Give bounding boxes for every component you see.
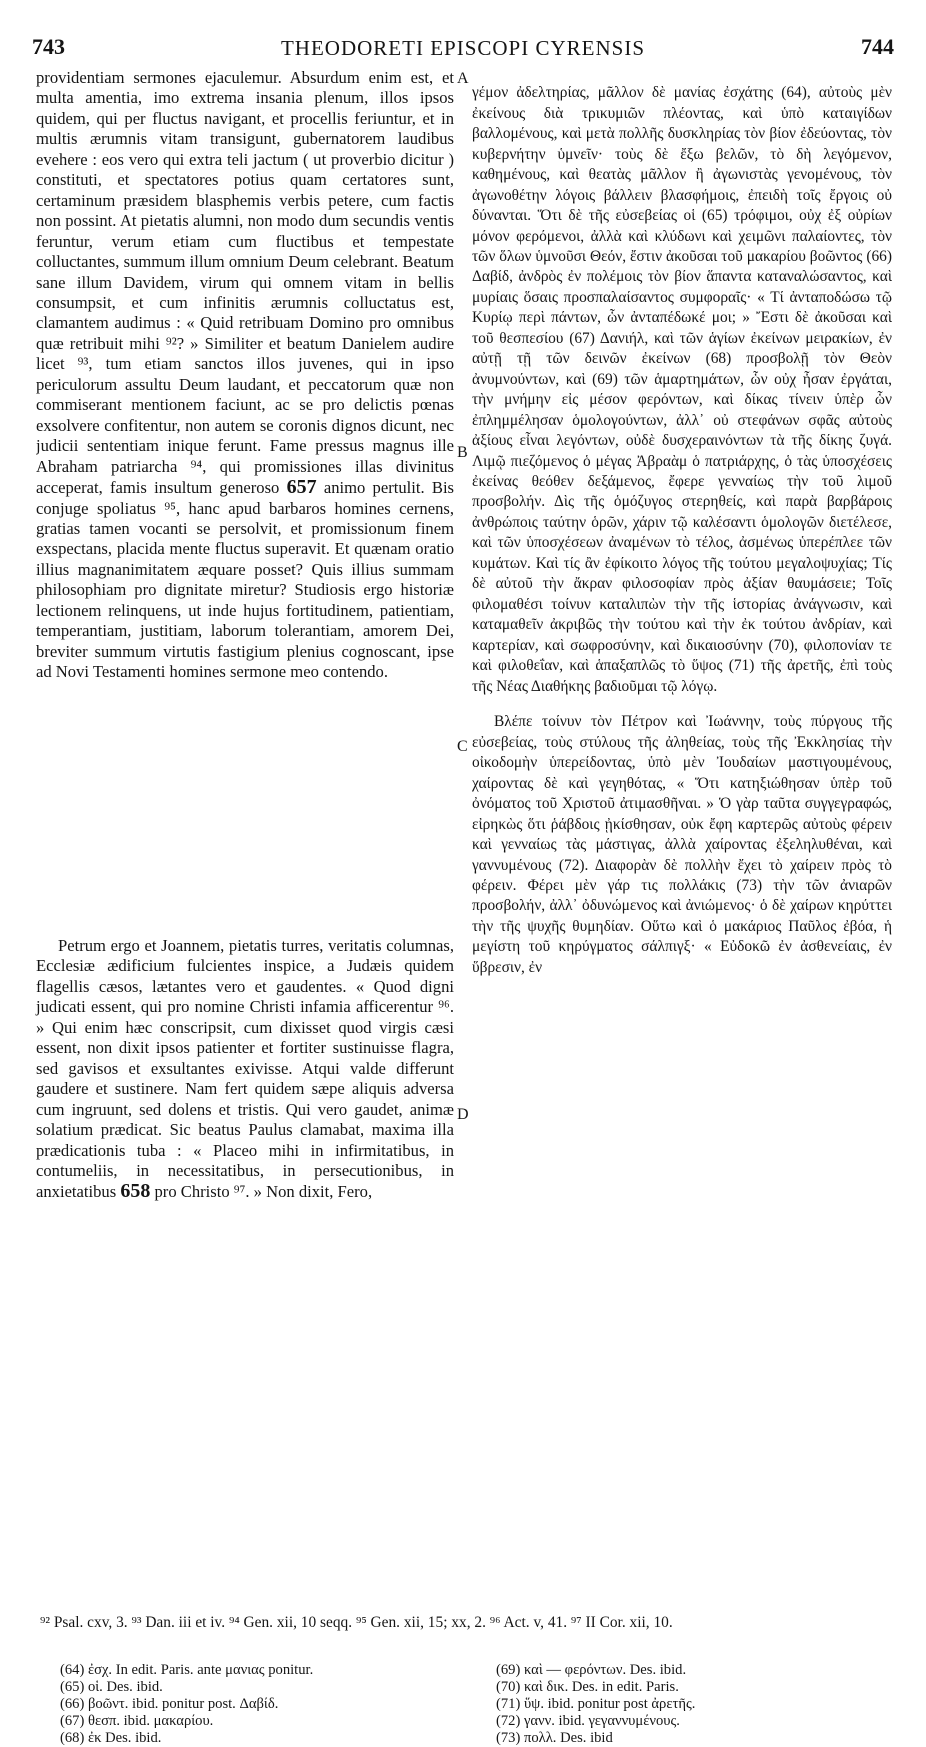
latin-paragraph-2 (36, 936, 454, 1586)
margin-letter-b: B (457, 444, 468, 461)
latin-text-2: Petrum ergo et Joannem, pietatis turres, veritatis columnas, Ecclesiæ ædificium fulcientes inspice, a Judæis quidem flagellis cæsos, lætantes vero et gaudentes. « Quod digni judicati essent, qui pro nomine Christi infamia afficerentur ⁹⁶. » Qui enim hæc conscripsit, cum dixisset quod virgis cæsi essent, non dixit ipsos patienter et fortiter sustinuisse flagra, sed gavisos et exsultantes exivisse. Atqui valde differunt gaudere et sustinere. Nam fert quidem sæpe aliquis adversa cum ingruunt, sed dolens et tristis. Qui vero gaudet, animæ solatium prædicat. Sic beatus Paulus clamabat, maxima illa prædicationis tuba : « Placeo mihi in infirmitatibus, in contumeliis, in necessitatibus, in persecutionibus, in anxietatibus (36, 936, 454, 1202)
page-number-left: 743 (32, 34, 65, 59)
marginal-page-658: 658 (120, 1180, 151, 1203)
latin-text-1: providentiam sermones ejaculemur. Absurdum enim est, et multa amentia, imo extrema insania plenum, illos ipsos quidem, qui per fluctus navigant, et procellis feriuntur, et in multis ærumnis vitam transigunt, gubernatorem laudibus evehere : eos vero qui extra teli jactum ( ut proverbio dicitur ) constituti, et spectatores potius quam certatores sunt, certaminum præsidem blasphemis verbis petere, cum factis non possint. At pietatis alumni, non modo dum secundis ventis feruntur, verum etiam cum fluctibus et tempestate colluctantes, summum illum omnium Deum celebrant. Beatum sane illum Davidem, virum qui omnem vitam in bellis consumpsit, et cum infinitis ærumnis colluctatus est, clamantem audimus : « Quid retribuam Domino pro omnibus quæ retribuit mihi ⁹²? » Similiter et beatum Danielem audire licet ⁹³, tum etiam sanctos illos juvenes, qui in ipso periculorum assultu Deum laudant, et peccatorum quæ non commiserant mentionem faciunt, ac se pro delictis pœnas exsolvere confitentur, non autem se coronis dignos dicunt, nec judicii sententiam inique ferunt. Fame pressus magnus ille Abraham patriarcha ⁹⁴, qui promissiones illas divinitus acceperat, famis insultum generoso (36, 68, 454, 498)
marginal-page-657: 657 (286, 476, 317, 499)
running-title: THEODORETI EPISCOPI CYRENSIS (280, 36, 646, 60)
greek-column (472, 68, 892, 994)
note-item: (66) βοῶντ. ibid. ponitur post. Δαβίδ. (60, 1696, 279, 1712)
note-item: (67) θεσπ. ibid. μακαρίου. (60, 1713, 214, 1729)
margin-letter-a: A (457, 70, 469, 87)
latin-paragraph-1 (36, 68, 454, 886)
greek-paragraph-1: γέμον ἀδελτηρίας, μᾶλλον δὲ μανίας ἐσχάτης (64), αὐτοὺς μὲν ἐκείνους διὰ τρικυμιῶν πλέοντας, καὶ ὑπὸ καταιγίδων βαλλομένους, καὶ μετὰ πολλῆς δυσκληρίας τὸν βίον ἐδεύοντας, τὸν κυβερνήτην ὑμνεῖν· τοὺς δὲ ἔξω βελῶν, τὸ δὴ λεγόμενον, καθημένους, καὶ θεατὰς μᾶλλον ἢ ἀγωνιστὰς γενομένους, τὸν ἀγωνοθέτην λόγοις βάλλειν βλασφήμοις, ἐπειδὴ τοῖς ἔργοις οὐ δύνανται. Ὅτι δὲ τῆς εὐσεβείας οἱ (65) τρόφιμοι, οὐχ ἐξ οὐρίων μόνον φερόμενοι, ἀλλὰ καὶ κλύδωνι καὶ χειμῶνι παλαίοντες, τὸν τῶν ὅλων ὑμνοῦσι Θεόν, ἔστιν ἀκοῦσαι τοῦ μακαρίου βοῶντος (66) Δαβίδ, ἀνδρὸς ἐν πολέμοις τὸν βίον ἅπαντα καταναλώσαντος, καὶ μυρίαις ὅσαις προσπαλαίσαντος συμφοραῖς· « Τί ἀνταποδώσω τῷ Κυρίῳ περὶ πάντων, ὧν ἀνταπέδωκέ μοι; » Ἔστι δὲ ἀκοῦσαι καὶ τοῦ θεσπεσίου (67) Δανιήλ, καὶ τῶν ἁγίων ἐκείνων μειρακίων, ἐν αὐτῇ τῇ τῶν δεινῶν ἐκείνων (68) προσβολῇ τὸν Θεὸν ἀνυμνούντων, καὶ (69) τῶν ἁμαρτημάτων, ὧν οὐχ ἦσαν ἐργάται, τὴν μνήμην εἰς μέσον φερόντων, καὶ δίκας τίνειν ὑπὲρ ὧν ἐπλημμέλησαν ὁμολογούντων, ἀλλ᾽ οὐ στεφάνων σφᾶς αὐτοὺς ἀξίους εἶναι λεγόντων, οὐδὲ δυσχεραινόντων τὰ τῆς δίκης ζυγά. Λιμῷ πιεζόμενος ὁ μέγας Ἀβραὰμ ὁ πατριάρχης, ὁ τὰς ὑποσχέσεις ἐκείνας θεόθεν δεξάμενος, ἔφερε γενναίως τὴν τοῦ λιμοῦ προσβολήν. Δὶς τῆς ὁμόζυγος στερηθείς, καὶ παρὰ βαρβάροις ἀνθρώποις ταύτην ὁρῶν, χάριν τῷ καλέσαντι ὁμολογῶν διετέλεσε, καὶ τῶν ὑποσχέσεων ἀναμένων τὸ τέλος, ἀσμένως ὑπερέπλεε τῶν κυμάτων. Καὶ τίς ἂν ἐφίκοιτο λόγος τῆς τούτου μεγαλοψυχίας; Τίς δὲ αὐτοῦ τὴν ἄκραν φιλοσοφίαν πρὸς ἀξίαν θαυμάσειε; Τοῖς φιλομαθέσι τοίνυν καταλιπὼν τὴν τῆς ἱστορίας ἀνάγνωσιν, καὶ καταμαθεῖν ἀκριβῶς τὴν τούτου καὶ τὴν ἐκ τούτου ἀνδρίαν, καὶ καρτερίαν, καὶ σωφροσύνην, καὶ δικαιοσύνην (70), φιλοπονίαν τε καὶ φιλοθεΐαν, καὶ ἁπαξαπλῶς τὸ ὕψος (71) τῆς ἀρετῆς, ἐπὶ τοὺς τῆς Νέας Διαθήκης βαδιοῦμαι τῷ λόγῳ. (472, 84, 892, 695)
margin-letter-d: D (457, 1106, 469, 1123)
note-item: (72) γανν. ibid. γεγαννυμένους. (496, 1713, 680, 1729)
greek-paragraph-2: Βλέπε τοίνυν τὸν Πέτρον καὶ Ἰωάννην, τοὺς πύργους τῆς εὐσεβείας, τοὺς στύλους τῆς ἀληθείας, τοὺς τῆς Ἐκκλησίας τὴν οἰκοδομὴν ὑπερείδοντας, ὑπὸ μὲν Ἰουδαίων μαστιγουμένους, χαίροντας δὲ καὶ γεγηθότας, « Ὅτι κατηξιώθησαν ὑπὲρ τοῦ ὀνόματος τοῦ Χριστοῦ ἀτιμασθῆναι. » Ὁ γὰρ ταῦτα συγγεγραφώς, εἰρηκὼς ὅτι ῥάβδοις ᾐκίσθησαν, οὐκ ἔφη καρτερῶς αὐτοὺς φέρειν καὶ γενναίως τὰς μάστιγας, ἀλλὰ χαίροντας ἐξεληλυθέναι, καὶ γαννυμένους (72). Διαφορὰν δὲ πολλὴν ἔχει τὸ χαίρειν πρὸς τὸ φέρειν. Φέρει μὲν γάρ τις πολλάκις (73) τὴν τῶν ἀνιαρῶν προσβολήν, ἀλλ᾽ ὀδυνώμενος καὶ ἀνιώμενος· ὁ δὲ χαίρων κηρύττει τὴν τῆς ψυχῆς θυμηδίαν. Οὕτω καὶ ὁ μακάριος Παῦλος ἐβόα, ἡ μεγίστη τοῦ κηρύγματος σάλπιγξ· « Εὐδοκῶ ἐν ἀσθενείαις, ἐν ὕβρεσιν, ἐν (472, 713, 892, 976)
note-item: (65) οἱ. Des. ibid. (60, 1679, 163, 1695)
note-item: (70) καὶ δικ. Des. in edit. Paris. (496, 1679, 679, 1695)
note-item: (64) ἐσχ. In edit. Paris. ante μανιας ponitur. (60, 1662, 314, 1678)
page-number-right: 744 (861, 34, 894, 59)
scripture-footnotes: ⁹² Psal. cxv, 3. ⁹³ Dan. iii et iv. ⁹⁴ Gen. xii, 10 seqq. ⁹⁵ Gen. xii, 15; xx, 2. ⁹⁶ Act. v, 41. ⁹⁷ II Cor. xii, 10. (40, 1614, 673, 1631)
textual-notes-left (60, 1662, 440, 1747)
note-item: (69) καὶ — φερόντων. Des. ibid. (496, 1662, 687, 1678)
latin-text-1b: animo pertulit. Bis conjuge spoliatus ⁹⁵, hanc apud barbaros homines cernens, gratias tamen vocanti se persolvit, et promissionum finem exspectans, placida mente fluctus superavit. Et quænam oratio illius magnanimitatem æquare posset? Quis illius summam philosophiam pro dignitate miretur? Studiosis ergo historiæ lectionem relinquens, ut inde hujus fortitudinem, patientiam, temperantiam, justitiam, laborum tolerantiam, amorem Dei, breviter summum virtutis fastigium plenius cognoscant, ipse ad Novi Testamenti homines sermone meo contendo. (36, 478, 454, 682)
margin-letter-c: C (457, 738, 468, 755)
note-item: (73) πολλ. Des. ibid (496, 1730, 613, 1746)
note-item: (71) ὕψ. ibid. ponitur post ἀρετῆς. (496, 1696, 696, 1712)
latin-text-2b: pro Christo ⁹⁷. » Non dixit, Fero, (154, 1182, 373, 1202)
running-header (32, 34, 894, 64)
note-item: (68) ἐκ Des. ibid. (60, 1730, 162, 1746)
textual-notes-right (496, 1662, 876, 1747)
